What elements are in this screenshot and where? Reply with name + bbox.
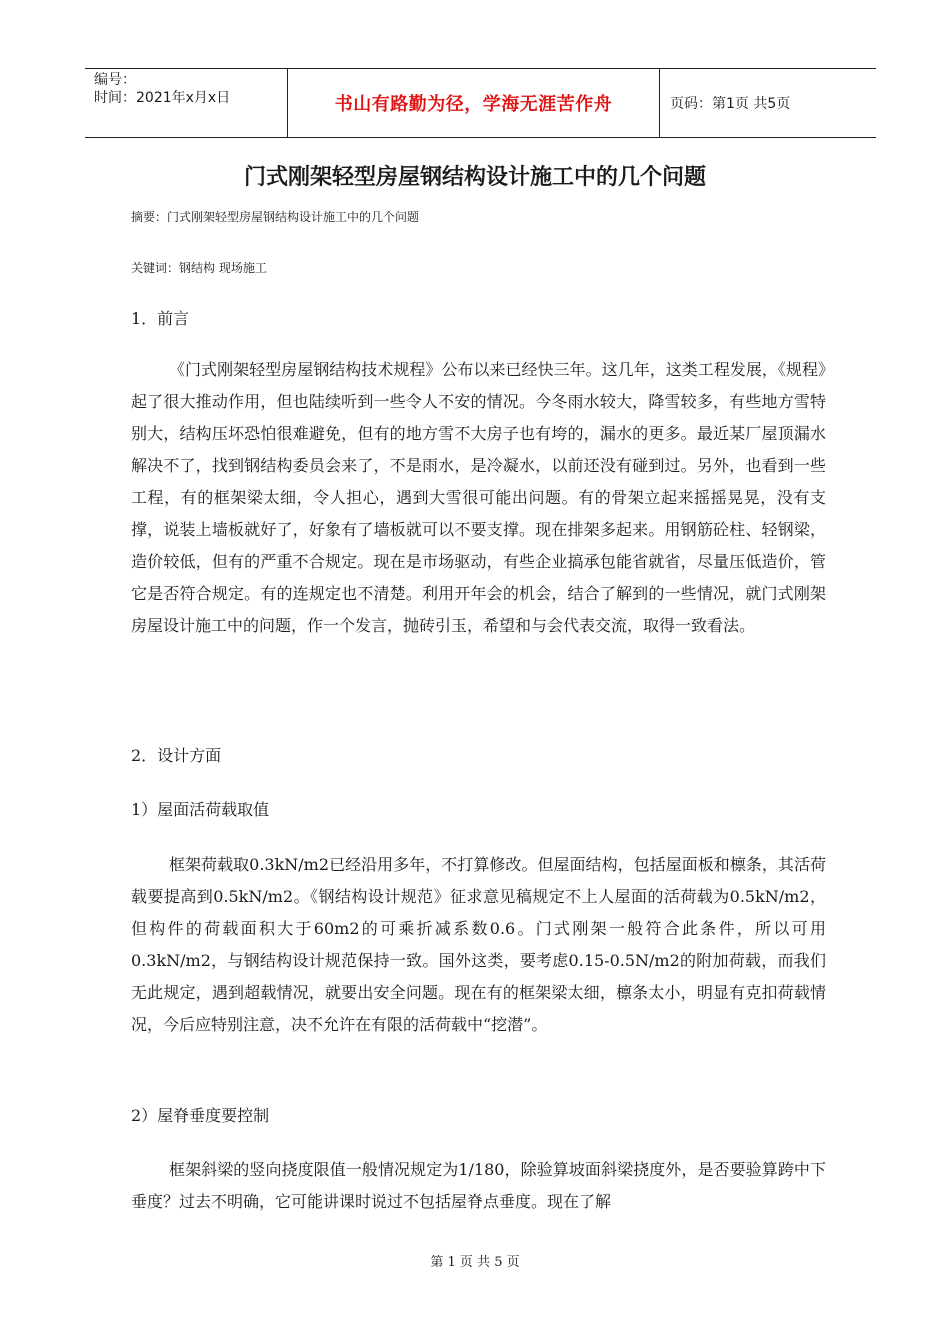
- header-table: [85, 68, 876, 138]
- abstract: 摘要：门式刚架轻型房屋钢结构设计施工中的几个问题: [131, 210, 420, 224]
- number-label: 编号：: [94, 72, 136, 88]
- section-heading-design: 2．设计方面: [131, 746, 222, 765]
- subsection-heading-live-load: 1）屋面活荷载取值: [131, 800, 270, 819]
- keywords: 关键词：钢结构 现场施工: [131, 261, 267, 275]
- header-slogan: 书山有路勤为径，学海无涯苦作舟: [334, 94, 613, 115]
- subsection-heading-ridge-deflection: 2）屋脊垂度要控制: [131, 1106, 270, 1125]
- paragraph-live-load: 框架荷载取0.3kN/m2已经沿用多年，不打算修改。但屋面结构，包括屋面板和檩条，其活荷载要提高到0.5kN/m2。《钢结构设计规范》征求意见稿规定不上人屋面的活荷载为0.5kN/m2，但构件的荷载面积大于60m2的可乘折减系数0.6。门式刚架一般符合此条件，所以可用0.3kN/m2，与钢结构设计规范保持一致。国外这类，要考虑0.15-0.5N/m2的附加荷载，而我们无此规定，遇到超载情况，就要出安全问题。现在有的框架梁太细，檩条太小，明显有克扣荷载情况，今后应特别注意，决不允许在有限的活荷载中“挖潜”。: [131, 855, 826, 1034]
- header-slogan-cell: [287, 69, 660, 137]
- document-title: 门式刚架轻型房屋钢结构设计施工中的几个问题: [243, 165, 706, 190]
- section-heading-preface: 1．前言: [131, 309, 190, 328]
- page-footer: 第 1 页 共 5 页: [430, 1255, 520, 1270]
- paragraph-preface: 《门式刚架轻型房屋钢结构技术规程》公布以来已经快三年。这几年，这类工程发展，《规程》起了很大推动作用，但也陆续听到一些令人不安的情况。今冬雨水较大，降雪较多，有些地方雪特别大，结构压坏恐怕很难避免，但有的地方雪不大房子也有垮的，漏水的更多。最近某厂屋顶漏水解决不了，找到钢结构委员会来了，不是雨水，是冷凝水，以前还没有碰到过。另外，也看到一些工程，有的框架梁太细，令人担心，遇到大雪很可能出问题。有的骨架立起来摇摇晃晃，没有支撑，说装上墙板就好了，好象有了墙板就可以不要支撑。现在排架多起来。用钢筋砼柱、轻钢梁，造价较低，但有的严重不合规定。现在是市场驱动，有些企业搞承包能省就省，尽量压低造价，管它是否符合规定。有的连规定也不清楚。利用开年会的机会，结合了解到的一些情况，就门式刚架房屋设计施工中的问题，作一个发言，抛砖引玉，希望和与会代表交流，取得一致看法。: [131, 360, 826, 635]
- time-label: 时间：2021年x月x日: [94, 90, 231, 106]
- paragraph-ridge-deflection: 框架斜梁的竖向挠度限值一般情况规定为1/180，除验算坡面斜梁挠度外，是否要验算跨中下垂度？过去不明确，它可能讲课时说过不包括屋脊点垂度。现在了解: [131, 1160, 826, 1211]
- header-page-cell: [660, 69, 876, 137]
- header-info: [85, 69, 287, 137]
- page-label: 页码：第1页 共5页: [670, 96, 791, 112]
